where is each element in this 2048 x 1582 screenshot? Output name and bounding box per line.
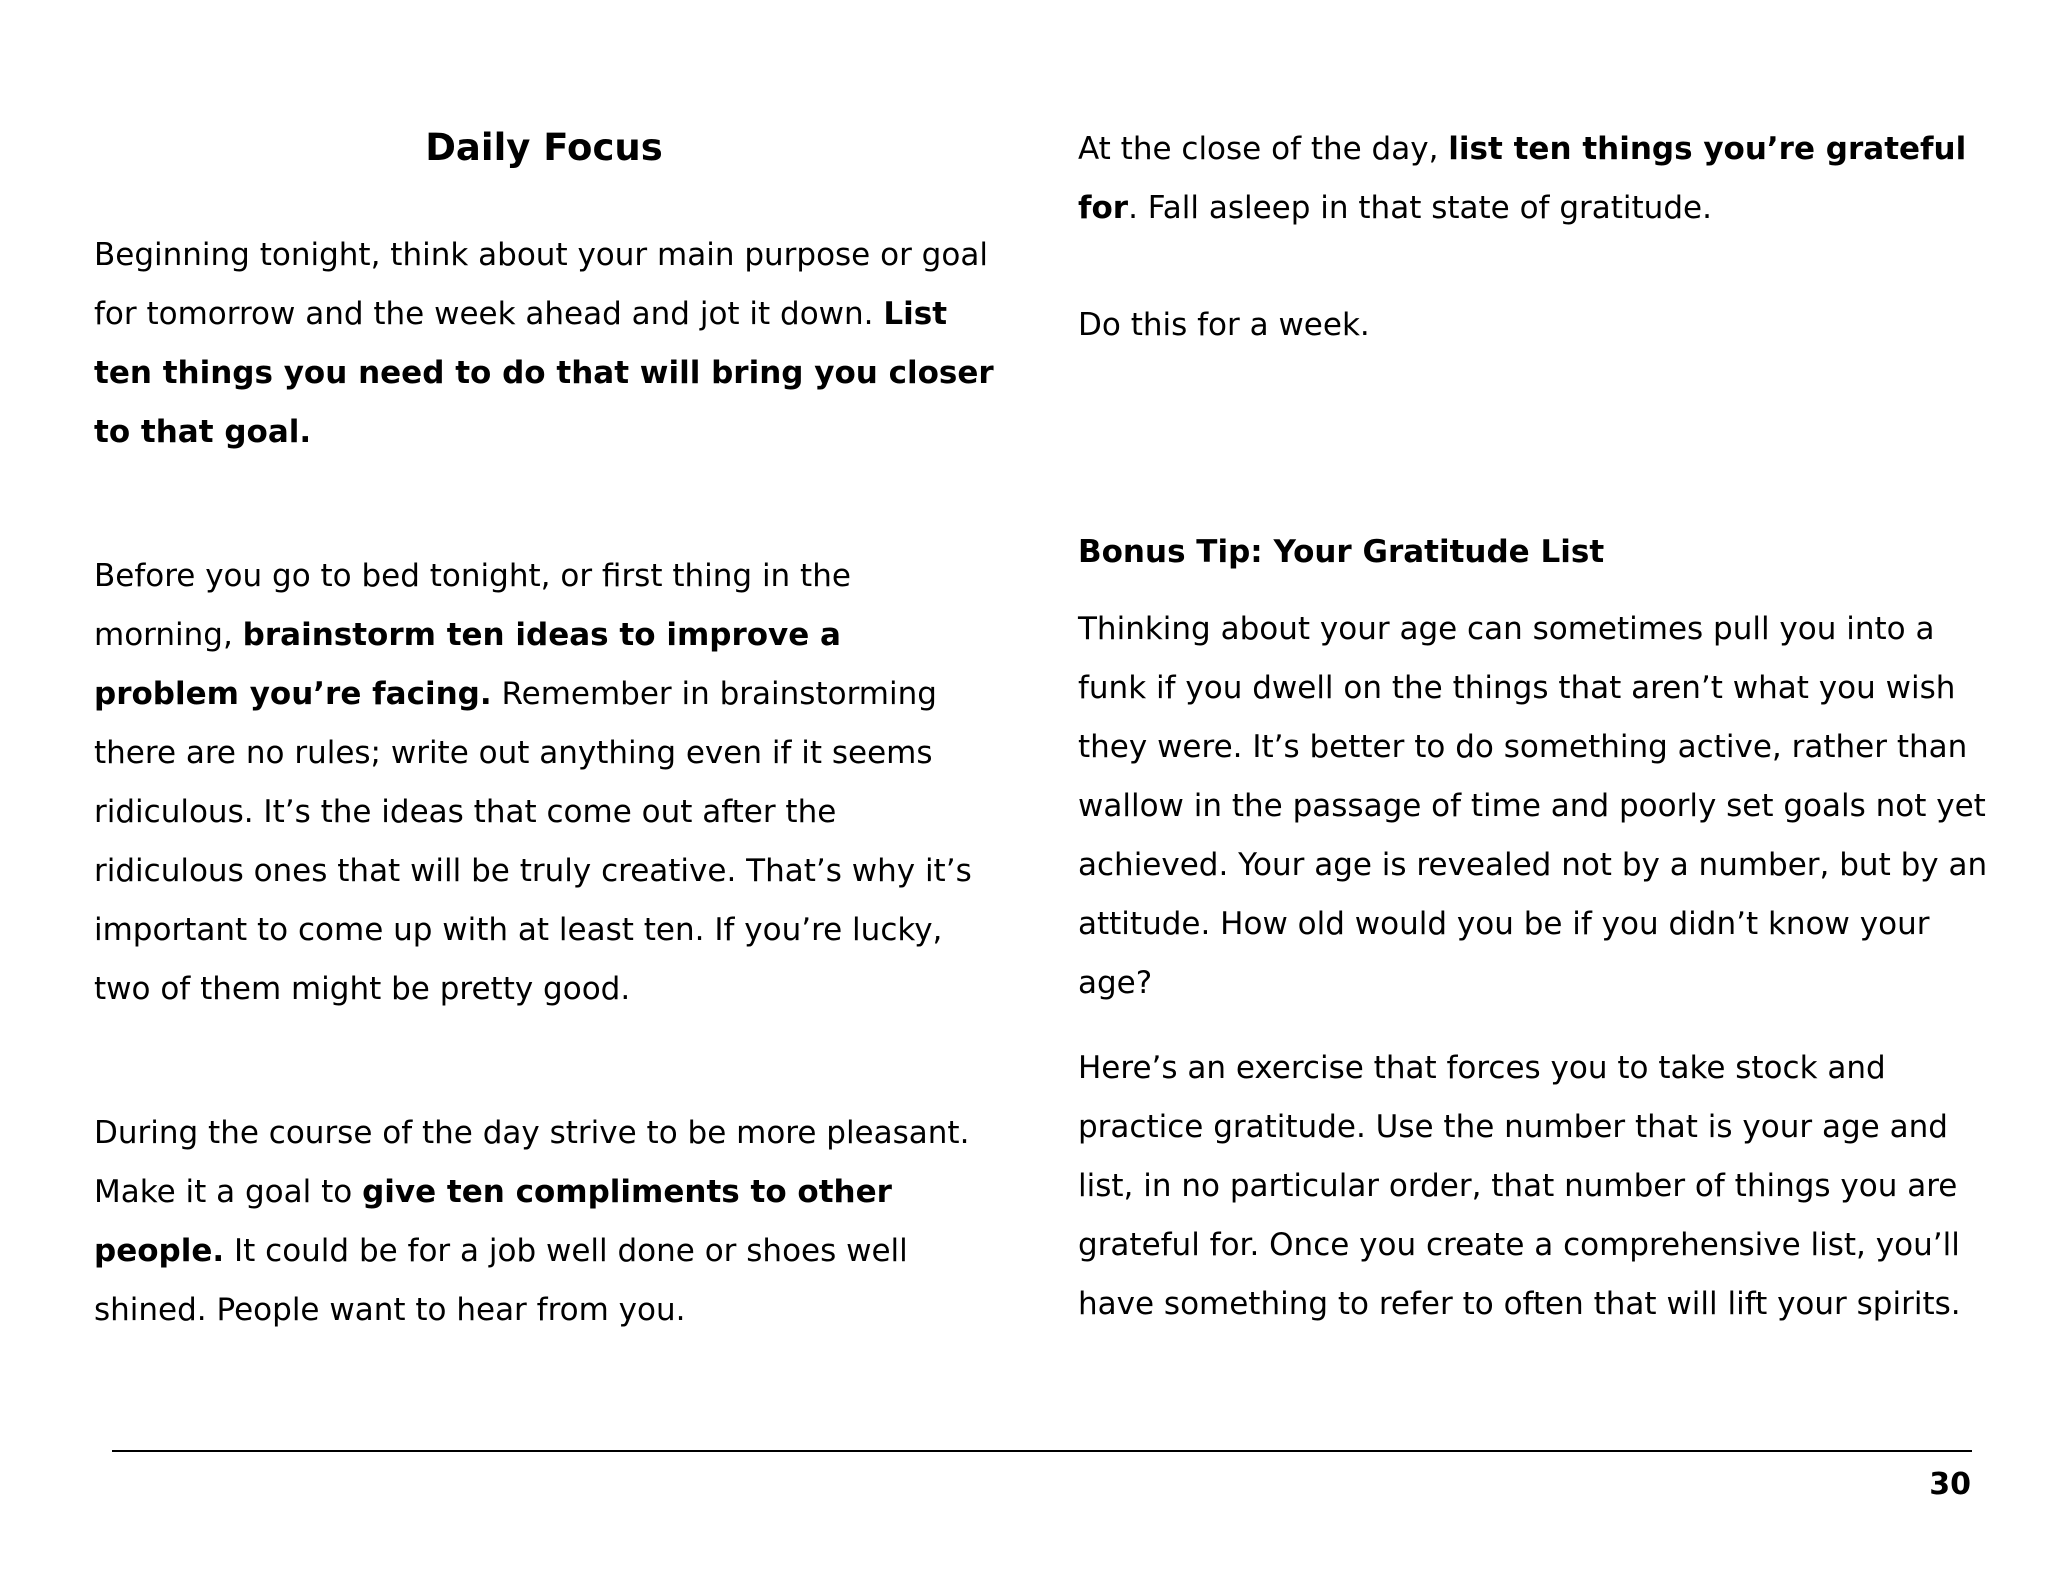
paragraph-text: During the course of the day strive to be more pleasant. Make it a goal to: [94, 1115, 970, 1210]
paragraph-emphasis: give ten compliments to other people.: [94, 1174, 892, 1269]
paragraph-emphasis: list ten things you’re grateful for: [1078, 131, 1967, 226]
paragraph-brainstorm: [94, 547, 994, 1019]
paragraph-text: . Fall asleep in that state of gratitude.: [1128, 190, 1712, 226]
paragraph-emphasis: List ten things you need to do that will bring you closer to that goal.: [94, 296, 994, 450]
paragraph-text: Before you go to bed tonight, or first thing in the morning,: [94, 558, 851, 653]
paragraph-do-this: Do this for a week.: [1078, 307, 1370, 343]
page-title: Daily Focus: [425, 126, 663, 169]
paragraph-text: Remember in brainstorming there are no rules; write out anything even if it seems ridiculous. It’s the ideas that come out after the ridiculous ones that will be truly creative. That’s why it’s important to come up with at least ten. If you’re lucky, two of them might be pretty good.: [94, 676, 972, 1007]
paragraph-goal: [94, 226, 994, 462]
page-number: 30: [1929, 1467, 1971, 1502]
paragraph-exercise: Here’s an exercise that forces you to take stock and practice gratitude. Use the number that is your age and list, in no particular order, that number of things you are grateful for. Once you create a comprehensive list, you’ll have something to refer to often that will lift your spirits.: [1078, 1050, 1961, 1322]
right-column: [1078, 120, 1998, 1334]
paragraph-text: At the close of the day,: [1078, 131, 1449, 167]
paragraph-text: Beginning tonight, think about your main purpose or goal for tomorrow and the week ahead and jot it down.: [94, 237, 988, 332]
footer-divider: [112, 1450, 1972, 1452]
paragraph-compliments: [94, 1104, 994, 1340]
paragraph-text: It could be for a job well done or shoes well shined. People want to hear from you.: [94, 1233, 908, 1328]
paragraph-age: Thinking about your age can sometimes pull you into a funk if you dwell on the things that aren’t what you wish they were. It’s better to do something active, rather than wallow in the passage of time and poorly set goals not yet achieved. Your age is revealed not by a number, but by an attitude. How old would you be if you didn’t know your age?: [1078, 611, 1988, 1001]
paragraph-gratitude-close: [1078, 120, 1998, 238]
section-heading: Bonus Tip: Your Gratitude List: [1078, 534, 1605, 570]
left-column: [94, 122, 994, 1340]
paragraph-emphasis: brainstorm ten ideas to improve a problem you’re facing.: [94, 617, 841, 712]
